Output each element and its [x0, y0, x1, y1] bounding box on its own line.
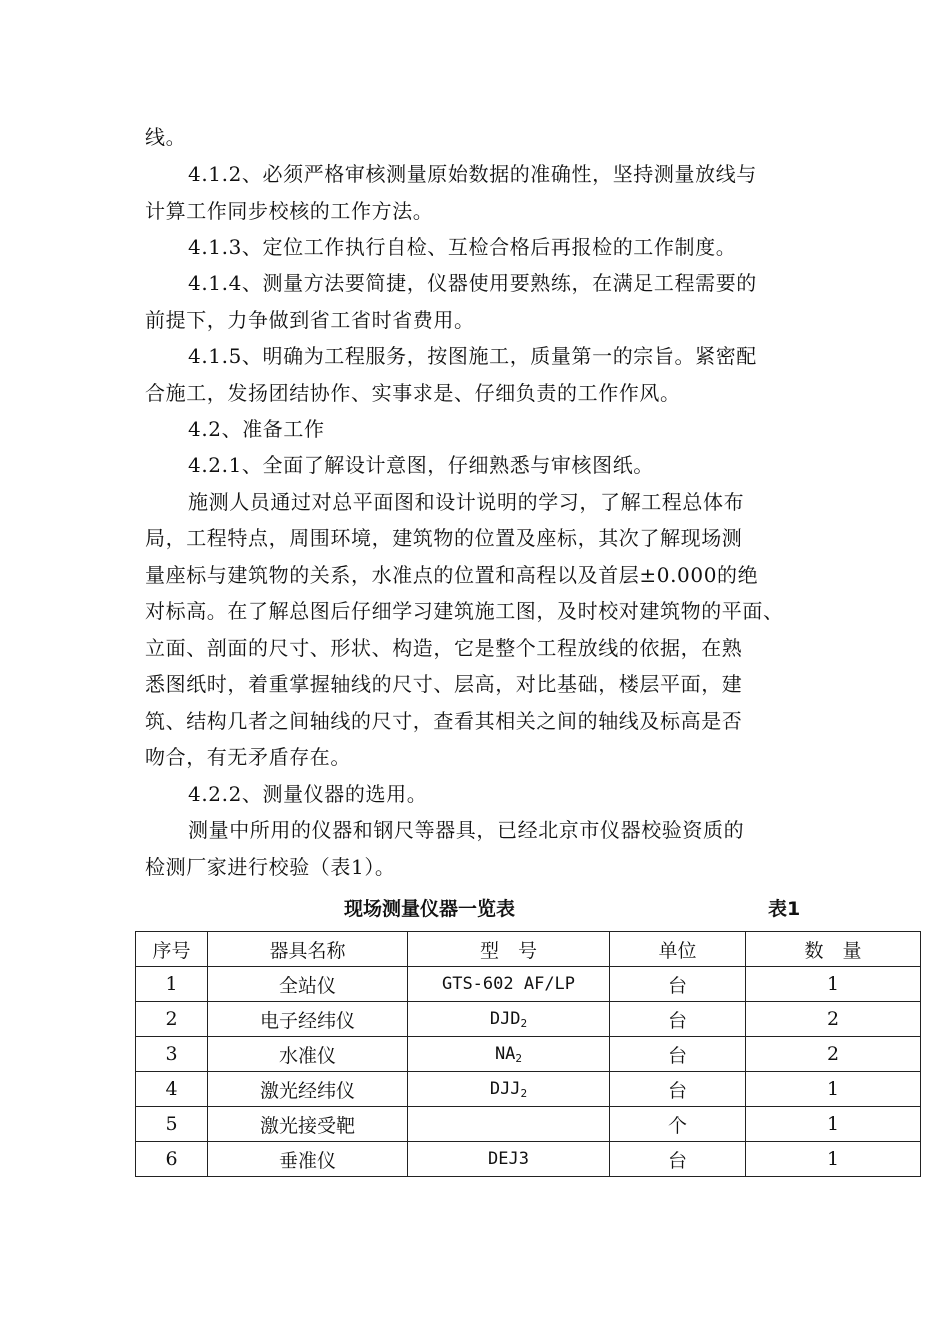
cell-qty: 1 — [746, 1072, 921, 1107]
cell-no: 4 — [136, 1072, 208, 1107]
cell-qty: 2 — [746, 1002, 921, 1037]
model-text: NA — [494, 1043, 516, 1064]
model-text: DEJ3 — [488, 1149, 529, 1169]
text-line: 量座标与建筑物的关系，水准点的位置和高程以及首层±0.000的绝 — [145, 563, 759, 587]
text-line: 施测人员通过对总平面图和设计说明的学习，了解工程总体布 — [188, 490, 745, 514]
cell-model — [408, 1142, 610, 1177]
cell-model — [408, 1037, 610, 1072]
text-line: 对标高。在了解总图后仔细学习建筑施工图，及时校对建筑物的平面、 — [145, 599, 784, 623]
text-line: 测量中所用的仪器和钢尺等器具，已经北京市仪器校验资质的 — [188, 818, 745, 842]
text-line: 4.2.2、测量仪器的选用。 — [188, 782, 428, 806]
cell-unit: 台 — [610, 1072, 746, 1107]
cell-model — [408, 1072, 610, 1107]
table-label: 表1 — [768, 898, 801, 920]
header-model: 型 号 — [408, 932, 610, 967]
text-line: 悉图纸时，着重掌握轴线的尺寸、层高，对比基础，楼层平面，建 — [145, 672, 743, 696]
cell-unit: 台 — [610, 1037, 746, 1072]
text-line: 前提下，力争做到省工省时省费用。 — [145, 308, 475, 332]
cell-model — [408, 1002, 610, 1037]
model-text: DJD — [489, 1008, 521, 1029]
table-row — [136, 1037, 921, 1072]
cell-name: 激光接受靶 — [208, 1107, 408, 1142]
text-line: 立面、剖面的尺寸、形状、构造，它是整个工程放线的依据，在熟 — [145, 636, 743, 660]
header-no: 序号 — [136, 932, 208, 967]
text-line: 检测厂家进行校验（表1）。 — [145, 855, 396, 879]
text-line: 4.1.5、明确为工程服务，按图施工，质量第一的宗旨。紧密配 — [188, 344, 757, 368]
text-line: 4.1.4、测量方法要简捷，仪器使用要熟练，在满足工程需要的 — [188, 271, 757, 295]
cell-qty: 1 — [746, 1142, 921, 1177]
header-qty: 数 量 — [746, 932, 921, 967]
cell-no: 1 — [136, 967, 208, 1002]
header-name: 器具名称 — [208, 932, 408, 967]
cell-unit: 台 — [610, 1002, 746, 1037]
header-unit: 单位 — [610, 932, 746, 967]
text-line: 4.2.1、全面了解设计意图，仔细熟悉与审核图纸。 — [188, 453, 654, 477]
text-line: 吻合，有无矛盾存在。 — [145, 745, 351, 769]
cell-unit: 台 — [610, 967, 746, 1002]
cell-unit: 台 — [610, 1142, 746, 1177]
text-line: 筑、结构几者之间轴线的尺寸，查看其相关之间的轴线及标高是否 — [145, 709, 743, 733]
cell-no: 6 — [136, 1142, 208, 1177]
cell-no: 3 — [136, 1037, 208, 1072]
cell-no: 5 — [136, 1107, 208, 1142]
table-row — [136, 1072, 921, 1107]
table-title: 现场测量仪器一览表 — [344, 898, 516, 920]
table-row — [136, 967, 921, 1002]
table-row — [136, 1002, 921, 1037]
model-subscript: 2 — [520, 1016, 528, 1030]
cell-name: 全站仪 — [208, 967, 408, 1002]
text-line: 4.1.2、必须严格审核测量原始数据的准确性，坚持测量放线与 — [188, 162, 757, 186]
instrument-table — [135, 931, 921, 1177]
text-line: 4.1.3、定位工作执行自检、互检合格后再报检的工作制度。 — [188, 235, 737, 259]
text-line: 合施工，发扬团结协作、实事求是、仔细负责的工作作风。 — [145, 381, 681, 405]
cell-model — [408, 967, 610, 1002]
table-header-row — [136, 932, 921, 967]
text-line: 4.2、准备工作 — [188, 417, 325, 441]
cell-qty: 2 — [746, 1037, 921, 1072]
cell-name: 激光经纬仪 — [208, 1072, 408, 1107]
model-subscript: 2 — [520, 1086, 528, 1100]
cell-name: 垂准仪 — [208, 1142, 408, 1177]
cell-no: 2 — [136, 1002, 208, 1037]
cell-model — [408, 1107, 610, 1142]
model-text: GTS-602 AF/LP — [441, 974, 576, 994]
cell-qty: 1 — [746, 1107, 921, 1142]
text-line: 线。 — [145, 125, 187, 149]
cell-unit: 个 — [610, 1107, 746, 1142]
text-line: 局，工程特点，周围环境，建筑物的位置及座标，其次了解现场测 — [145, 526, 743, 550]
model-text: DJJ — [489, 1078, 521, 1099]
cell-name: 水准仪 — [208, 1037, 408, 1072]
table-row — [136, 1107, 921, 1142]
model-subscript: 2 — [515, 1051, 523, 1065]
cell-qty: 1 — [746, 967, 921, 1002]
text-line: 计算工作同步校核的工作方法。 — [145, 199, 434, 223]
cell-name: 电子经纬仪 — [208, 1002, 408, 1037]
table-row — [136, 1142, 921, 1177]
